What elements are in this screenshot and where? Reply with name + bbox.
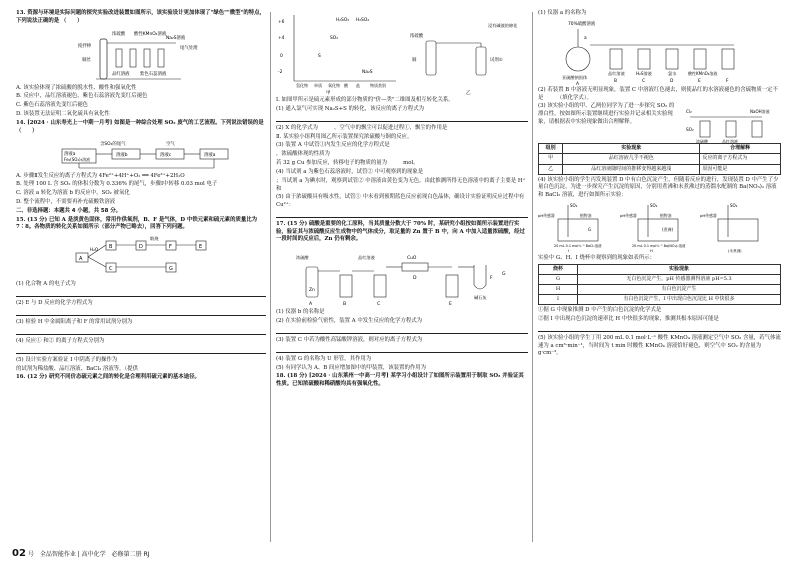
q18-fig2 — [686, 103, 781, 143]
table2-cell: I — [539, 295, 578, 305]
q18-part-4d: ②据 I 中出现白色沉淀的速率比 H 中快很多的现象，推测其根本原因可能是 — [538, 315, 719, 322]
table-row — [539, 284, 781, 294]
fig3-label: H — [650, 248, 653, 253]
q14-fig-label: 溶液b — [116, 152, 128, 158]
q17-part-2: (2) 在实验前检验气密性，装置 A 中发生反应的化学方程式为 — [276, 318, 423, 324]
q16-part-3c: 若 32 g Cu 参加反应，转移电子的物质的量为 mol。 — [276, 160, 419, 167]
fig3-label: 植物油 — [660, 212, 672, 218]
q13-fig-label: 浓硫酸 — [112, 31, 126, 37]
q18-part-1: (1) 仪器 a 的名称为 — [538, 10, 587, 16]
answer-line[interactable] — [276, 327, 528, 334]
table-row — [539, 295, 781, 305]
fig3-label: pH传感器 — [538, 212, 555, 218]
answer-line[interactable] — [538, 325, 781, 332]
fig3-label: pH传感器 — [700, 212, 717, 218]
q14-flow-figure — [16, 137, 266, 171]
fig3-label: 植物油 — [580, 212, 592, 218]
q18-fig-label: 酸性KMnO₄溶液 — [688, 70, 718, 76]
fig-a-category: 单质 — [314, 83, 322, 88]
q17-part-4: (4) 装置 G 的名称为 U 形管，其作用为 — [276, 355, 372, 362]
table-row — [539, 154, 781, 164]
q15-part-1: (1) 化合物 A 的电子式为 — [16, 281, 76, 288]
q13-fig-label: 搅拌棒 — [78, 43, 92, 49]
answer-line[interactable] — [16, 290, 266, 297]
fig-a-label: H₂SO₃ — [336, 18, 350, 23]
q14-fig-label: Fe₂(SO₄)₃溶液 — [64, 156, 91, 162]
q18-table-2 — [538, 264, 781, 305]
q17-fig-label: 浓硫酸 — [296, 255, 309, 261]
q18-table-1 — [538, 143, 781, 174]
answer-line[interactable] — [276, 211, 528, 218]
fig-a-label: SO₂ — [330, 36, 339, 41]
table2-head: 实验现象 — [578, 264, 781, 274]
fig2-label: NaOH溶液 — [750, 109, 770, 115]
q18-part-3: (3) 该实验小组的甲、乙两位同学为了进一步探究 SO₂ 的漂白性，按如图所示装置继续进行实验并记录相关实验现象，请根据表中实验现象做出合理解释。 — [538, 103, 675, 125]
table2-cell: H — [539, 284, 578, 294]
q16-part-4b: ；当试剂 a 为碘水时，观察到试管② 中溶液由黄色变为无色，由此推测所得无色溶液中的离子主要是 H⁺ 和 — [276, 177, 526, 192]
fig2-label: 浓硫酸 — [696, 139, 708, 144]
q18-fig-label: 品红溶液 — [608, 70, 625, 76]
q13-fig-label: 铜丝 — [82, 57, 91, 63]
q15-stem: 15. (13 分) 已知 A 是淡黄色固体，常用作供氧剂，B、F 是气体，D 中铁元素和硫元素的质量比为 7∶8。各物质的转化关系如图所示（部分产物已略去），回答下列问题。 — [16, 216, 258, 231]
q18-fig-label: A — [576, 81, 580, 85]
q15-fig-label: G — [169, 266, 173, 273]
q18-part-4b: 实验中 G、H、I 烧杯中观察到的现象如表所示： — [538, 254, 655, 261]
q18-part-5: (5) 该实验小组的学生丁用 200 mL 0.1 mol·L⁻¹ 酸性 KMnO₄ 溶液测定空气中 SO₂ 含量，若气体流速为 a cm³·min⁻¹，当时间为 t min 时酸性 KMnO₄ 溶液恰好褪色，则空气中 SO₂ 的含量为 g·cm⁻³。 — [538, 334, 781, 357]
answer-line[interactable] — [276, 346, 528, 353]
table-row — [539, 274, 781, 284]
fig2-label: Cl₂ — [686, 109, 692, 115]
q18-apparatus-figure — [538, 19, 781, 85]
q17-fig-label: G — [502, 272, 506, 278]
q17-fig-label: D — [413, 276, 417, 282]
table1-cell: 品红溶液随时间的推移变得越来越浅 — [563, 164, 700, 174]
table-row — [539, 164, 781, 174]
fig-a-axis-tick: -2 — [278, 70, 283, 75]
q15-part-3: (3) 检验 H 中金属阳离子和 F 的常用试剂分别为 — [16, 319, 133, 326]
q18-part-4: (4) 该实验小组的学生丙发现装置 D 中有白色沉淀产生，但随着反应的进行，发现装置 D 中产生了少量白色沉淀。为进一步探究产生沉淀的原因，分别用煮沸和未煮沸过的蒸馏水配制的 Ba(NO₃)₂ 溶液和 BaCl₂ 溶液，进行如图所示实验： — [538, 176, 779, 199]
fig3-label: G — [588, 226, 592, 232]
q18-fig3 — [538, 201, 781, 253]
fig3-label: pH传感器 — [620, 212, 637, 218]
q13-fig-label: 品红溶液 — [112, 71, 130, 77]
q14-option-b[interactable]: B. 处理 100 L 含 SO₂ 的体积分数为 0.336% 的尾气，步骤Ⅰ中转移 0.03 mol 电子 — [16, 181, 218, 188]
fig-b-label: 试剂② — [490, 58, 503, 63]
fig-a-axis-tick: +4 — [278, 36, 285, 41]
q13-option-d[interactable]: D. 该装置无法证明二氧化硫具有氧化性 — [16, 111, 110, 118]
fig-a-category: 酸 — [344, 83, 348, 88]
q18-fig-label: H₂S溶液 — [636, 70, 652, 76]
q13-option-a[interactable]: A. 该实验体现了浓硫酸的脱水性、酸性和强氧化性 — [16, 84, 137, 91]
q15-part-5-note: 的试剂为稀盐酸、品红溶液、BaCl₂ 溶液等。（提供 — [16, 365, 139, 372]
table2-cell: 有白色沉淀产生，I 中出现白色沉淀比 H 中快很多 — [578, 295, 781, 305]
fig-a-caption: 甲 — [326, 91, 331, 95]
q14-fig-label: 含SO₂的尾气 — [100, 141, 126, 147]
q17-fig-label: 碱石灰 — [474, 295, 487, 301]
fig-b-caption: 乙 — [466, 91, 471, 95]
q16-part-ii: Ⅱ. 某实验小组利用图乙所示装置探究浓硫酸与铜的反应。 — [276, 133, 413, 140]
q18-fig-label: 70%硫酸溶液 — [568, 21, 596, 27]
q17-stem: 17. (15 分) 硫酸是重要的化工原料，当其质量分数大于 70% 时，某研究小组按如图所示装置进行实验，验证其与浓硫酸反应生成物中的气体成分，取足量的 Zn 置于 B 中，向 A 中加入适量浓硫酸，经过一段时间的反应后，Zn 仍有剩余。 — [276, 220, 525, 243]
q13-fig-label: 尾气处理 — [180, 45, 198, 51]
fig3-label: 20 mL 0.1 mol·L⁻¹ Ba(NO₃)₂溶液 — [632, 243, 686, 248]
table2-cell: G — [539, 274, 578, 284]
page-footer — [12, 547, 150, 561]
q17-part-1: (1) 仪器 b 的名称是 — [276, 309, 325, 316]
q15-relation-figure — [16, 233, 266, 279]
q16-figures — [276, 11, 528, 95]
q17-part-5: (5) 有同学认为 A、B 间应增加图中的甲装置，该装置的作用为 — [276, 364, 427, 371]
q18-fig-label: F — [726, 78, 729, 84]
table1-head: 实验现象 — [563, 144, 700, 154]
q18-part-3-block — [538, 103, 781, 143]
q17-fig-label: F — [490, 276, 493, 282]
fig-a-category: 氧化物 — [328, 83, 340, 88]
table1-cell: 原因可能是 — [700, 164, 781, 174]
q15-part-2: (2) E 与 D 反应的化学方程式为 — [16, 300, 93, 307]
fig3-label: (未煮沸) — [728, 248, 742, 253]
q15-fig-label: H₂O — [90, 247, 99, 253]
q15-fig-label: B — [109, 244, 113, 251]
fig-a-label: H₂SO₄ — [356, 18, 370, 23]
column-2 — [276, 10, 528, 390]
fig3-label: I — [568, 248, 570, 253]
q17-fig-label: CuO — [407, 256, 417, 262]
q14-fig-label: 溶液a — [204, 152, 216, 158]
q17-fig-label: E — [449, 302, 452, 308]
answer-line[interactable] — [16, 328, 266, 335]
fig-a-category: 盐 — [356, 83, 360, 88]
answer-line[interactable] — [16, 347, 266, 354]
q17-part-3: (3) 装置 C 中若为酸性高锰酸钾溶液，则对应的离子方程式为 — [276, 336, 423, 343]
page-number: 02 — [12, 547, 26, 559]
q18-fig-label: B — [614, 78, 618, 84]
q15-part-4: (4) 反应① 和② 的离子方程式分别为 — [16, 337, 105, 344]
fig-a-category: 氢化物 — [296, 83, 308, 88]
q17-fig-label: C — [377, 302, 381, 308]
q18-part-4c: ①据 G 中现象推测 D 中产生的白色沉淀的化学式是 — [538, 307, 662, 314]
q17-fig-label: B — [343, 302, 347, 308]
q14-option-d[interactable]: D. 整个流程中，不需要再补充硫酸铁溶液 — [16, 199, 116, 206]
table2-head: 烧杯 — [539, 264, 578, 274]
fig-a-category: 物质类别 — [370, 83, 386, 88]
q18-fig-label: D — [670, 78, 674, 84]
q18-part-2: (2) 若装置 B 中溶液无明显现象，装置 C 中溶液红色褪去，则使品红的水溶液褪色的含硫物质一定不是 （填化学式）。 — [538, 86, 778, 101]
q16-part-5: (5) 由于浓硫酸具有吸水性，试管① 中未看到预期蓝色反应前现白色晶体，确设计实验证明反应过程中有 Cu²⁺： — [276, 194, 525, 209]
q13-fig-label: 紫色石蕊溶液 — [140, 71, 167, 77]
q16-part-3b: ，浓硫酸体现的性质为 — [276, 151, 330, 158]
q17-fig-label: A — [309, 302, 313, 308]
column-divider — [270, 12, 271, 542]
q13-fig-label: Na₂S溶液 — [166, 35, 186, 41]
q17-fig-label: 品红溶液 — [358, 255, 375, 261]
q15-fig-label: E — [199, 244, 203, 251]
table2-cell: 有白色沉淀产生 — [578, 284, 781, 294]
q17-fig-label: Zn — [309, 288, 315, 294]
column-3 — [538, 10, 781, 359]
fig3-label: 20 mL 0.1 mol·L⁻¹ BaCl₂溶液 — [554, 243, 602, 248]
fig-a-axis-tick: 0 — [280, 54, 283, 59]
q18-fig-label: C — [642, 78, 646, 84]
q15-fig-label: A — [79, 256, 83, 263]
q16-stem: 16. (12 分) 研究不同价态硫元素之间的转化是合理利用硫元素的基本途径。 — [16, 374, 200, 381]
fig3-label: SO₂ — [730, 202, 738, 208]
q18-fig-label: 氯水 — [668, 70, 677, 76]
table1-cell: 反应的离子方程式为 — [700, 154, 781, 164]
q15-fig-label: C — [109, 266, 113, 273]
fig-b-label: 浸有碱液的棉花 — [488, 23, 518, 28]
table1-cell: 品红溶液几乎不褪色 — [563, 154, 700, 164]
q14-fig-label: 溶液a — [64, 151, 76, 157]
q15-fig-label: D — [139, 244, 143, 251]
q14-fig-label: 空气 — [166, 141, 175, 147]
table1-cell: 甲 — [539, 154, 563, 164]
q15-fig-label: F — [169, 244, 172, 251]
q18-fig-label: a — [584, 35, 587, 41]
q13-fig-label: 酸性KMnO₄溶液 — [134, 31, 167, 37]
column-divider — [532, 12, 533, 542]
fig3-label: SO₂ — [650, 202, 658, 208]
fig-a-label: S — [318, 54, 321, 59]
column-1 — [16, 10, 266, 383]
q14-option-a[interactable]: A. 步骤Ⅱ发生反应的离子方程式为 4Fe²⁺+4H⁺+O₂ ══ 4Fe³⁺+2H₂O — [16, 172, 185, 179]
q16-part-2: (2) X 的化学式为 。空气中的飘尘可以促进过程①，飘尘的作用是 — [276, 124, 448, 131]
q14-stem: 14. [2024 · 山东寿光上一中期一月考] 如图是一种综合处理 SO₂ 废气的工艺流程。下列说法错误的是 （ ） — [16, 119, 264, 134]
q16-part-3: (3) 装置 A 中试管①内发生反应的化学方程式是 — [276, 142, 390, 149]
q13-stem: 13. 资源与环境是实际问题的探究实验改进装置如图所示，该实验设计更加体现了"绿色""微型"的特点，下列说法正确的是 （ ） — [16, 10, 265, 24]
q18-stem: 18. (18 分) [2024 · 山东莱州一中高一月考] 某学习小组设计了如图所示装置用于制取 SO₂ 并验证其性质。已知浓硫酸和稀硝酸均具有强氧化性。 — [276, 373, 524, 388]
q18-fig-label: E — [698, 78, 701, 84]
table1-head: 组别 — [539, 144, 563, 154]
table2-cell: 无白色沉淀产生，pH 传感器测得溶液 pH=5.3 — [578, 274, 781, 284]
q17-apparatus-figure — [276, 245, 528, 307]
fig-b-label: 铜 — [412, 58, 417, 63]
fig2-label: 品红溶液 — [722, 139, 738, 144]
q15-part-5: (5) 设计实验方案验证 I 中阴离子的操作为 — [16, 356, 118, 363]
table1-head: 合理解释 — [700, 144, 781, 154]
q14-fig-label: 溶液c — [160, 152, 172, 158]
q13-option-b[interactable]: B. 反应中，品红溶液褪色，紫色石蕊溶液先变红后褪色 — [16, 93, 148, 100]
q16-intro: Ⅰ. 如图甲所示是硫元素形成的部分物质的"价—类"二维图及相互转化关系。 — [276, 97, 454, 103]
table1-cell: 乙 — [539, 164, 563, 174]
footer-text: 号 全品智能作业 | 高中化学 必修第二册 RJ — [27, 550, 150, 558]
fig3-label: (煮沸) — [662, 226, 674, 232]
fig-b-label: 浓硫酸 — [410, 34, 424, 39]
q13-option-c[interactable]: C. 紫色石蕊溶液先变红后褪色 — [16, 102, 89, 109]
q16-part-4: (4) 当试剂 a 为紫色石蕊溶液时，试管② 中可观察到的现象是 — [276, 169, 424, 176]
q14-option-c[interactable]: C. 溶液 a 转化为溶液 b 的反应中，SO₂ 被氧化 — [16, 190, 130, 197]
q16-part-1: (1) 通入氯气可实现 Na₂S+S 的转化，该反应的离子方程式为 — [276, 105, 424, 112]
answer-line[interactable] — [276, 115, 528, 122]
q15-fig-label: 煅烧 — [150, 236, 159, 242]
fig-a-label: Na₂S — [362, 70, 373, 75]
q18-fig-label: 亚硫酸钠固体 — [562, 74, 588, 80]
answer-line[interactable] — [16, 309, 266, 316]
fig3-label: SO₂ — [570, 202, 578, 208]
q13-apparatus-figure — [16, 27, 266, 83]
fig-a-axis-tick: +6 — [278, 20, 285, 25]
fig2-label: SO₂ — [686, 127, 694, 133]
section-2-heading: 二、非选择题：本题共 4 小题，共 58 分。 — [16, 207, 122, 214]
